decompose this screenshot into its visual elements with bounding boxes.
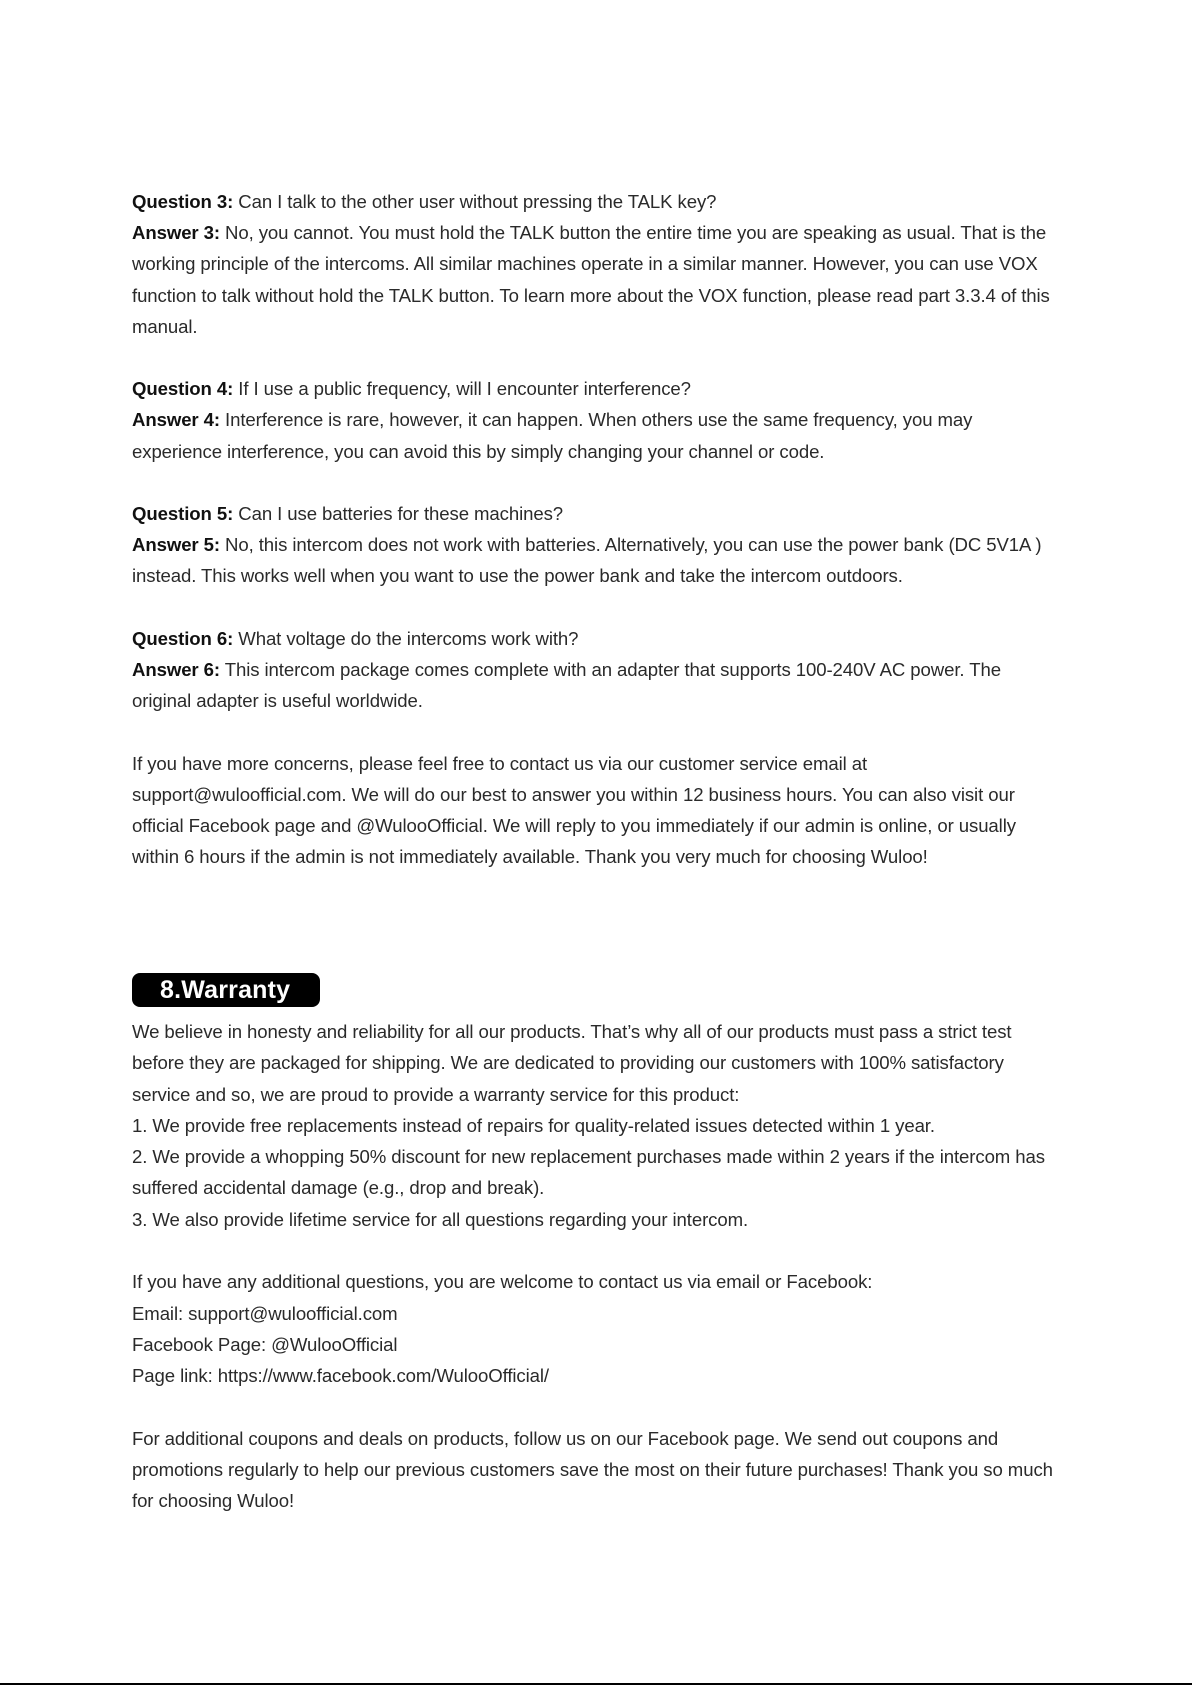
question-3 (132, 186, 1062, 217)
answer-text: This intercom package comes complete with an adapter that supports 100-240V AC power. The original adapter is useful worldwide. (132, 659, 1001, 712)
warranty-heading: 8.Warranty (132, 973, 320, 1007)
closing-paragraph: For additional coupons and deals on products, follow us on our Facebook page. We send out coupons and promotions regularly to help our previous customers save the most on their future purchases! Thank you so much for choosing Wuloo! (132, 1427, 1053, 1512)
answer-5 (132, 529, 1062, 591)
answer-label: Answer 3: (132, 222, 220, 244)
answer-label: Answer 5: (132, 534, 220, 556)
answer-6 (132, 654, 1062, 716)
answer-label: Answer 4: (132, 409, 220, 431)
warranty-intro: We believe in honesty and reliability for all our products. That’s why all of our products must pass a strict test before they are packaged for shipping. We are dedicated to providing our customers with 100% satisfactory service and so, we are proud to provide a warranty service for this product: (132, 1021, 1012, 1105)
question-label: Question 5: (132, 503, 234, 524)
page-link-line: Page link: https://www.facebook.com/WulooOfficial/ (132, 1365, 549, 1387)
answer-label: Answer 6: (132, 659, 220, 680)
warranty-body (132, 1016, 1062, 1517)
spacer (132, 1392, 1062, 1423)
warranty-item-3: 3. We also provide lifetime service for all questions regarding your intercom. (132, 1208, 749, 1230)
warranty-section (132, 973, 1062, 1512)
answer-3 (132, 217, 1062, 342)
answer-4 (132, 404, 1062, 466)
spacer (132, 592, 1062, 623)
question-4 (132, 373, 1062, 404)
answer-text: No, you cannot. You must hold the TALK button the entire time you are speaking as usual. That is the working principle of the intercoms. All similar machines operate in a similar manner. However, you can use VOX function to talk without hold the TALK button. To learn more about the VOX function, please read part 3.3.4 of this manual. (132, 222, 1050, 337)
spacer (132, 1235, 1062, 1266)
warranty-item-1: 1. We provide free replacements instead of repairs for quality-related issues detected within 1 year. (132, 1114, 935, 1136)
contact-paragraph: If you have more concerns, please feel free to contact us via our customer service email at support@wuloofficial.com. We will do our best to answer you within 12 business hours. You can also visit our official Facebook page and @WulooOfficial. We will reply to you immediately if our admin is online, or usually within 6 hours if the admin is not immediately available. Thank you very much for choosing Wuloo! (132, 752, 1016, 868)
spacer (132, 716, 1062, 747)
facebook-line: Facebook Page: @WulooOfficial (132, 1333, 398, 1355)
question-text: Can I use batteries for these machines? (233, 503, 564, 524)
question-text: Can I talk to the other user without pressing the TALK key? (233, 191, 717, 212)
answer-text: Interference is rare, however, it can happen. When others use the same frequency, you may experience interference, you can avoid this by simply changing your channel or code. (132, 409, 973, 462)
question-6 (132, 623, 1062, 654)
contact-intro: If you have any additional questions, you are welcome to contact us via email or Facebook: (132, 1271, 873, 1293)
warranty-item-2: 2. We provide a whopping 50% discount for new replacement purchases made within 2 years if the intercom has suffered accidental damage (e.g., drop and break). (132, 1146, 1045, 1199)
faq-section (132, 186, 1062, 872)
question-label: Question 3: (132, 191, 234, 212)
email-line: Email: support@wuloofficial.com (132, 1302, 398, 1324)
question-text: What voltage do the intercoms work with? (233, 627, 579, 649)
answer-text: No, this intercom does not work with batteries. Alternatively, you can use the power bank (DC 5V1A ) instead. This works well when you want to use the power bank and take the intercom outdoors. (132, 534, 1042, 587)
spacer (132, 342, 1062, 373)
question-label: Question 4: (132, 378, 234, 400)
spacer (132, 467, 1062, 498)
question-5 (132, 498, 1062, 529)
question-text: If I use a public frequency, will I encounter interference? (233, 378, 691, 400)
question-label: Question 6: (132, 627, 234, 649)
